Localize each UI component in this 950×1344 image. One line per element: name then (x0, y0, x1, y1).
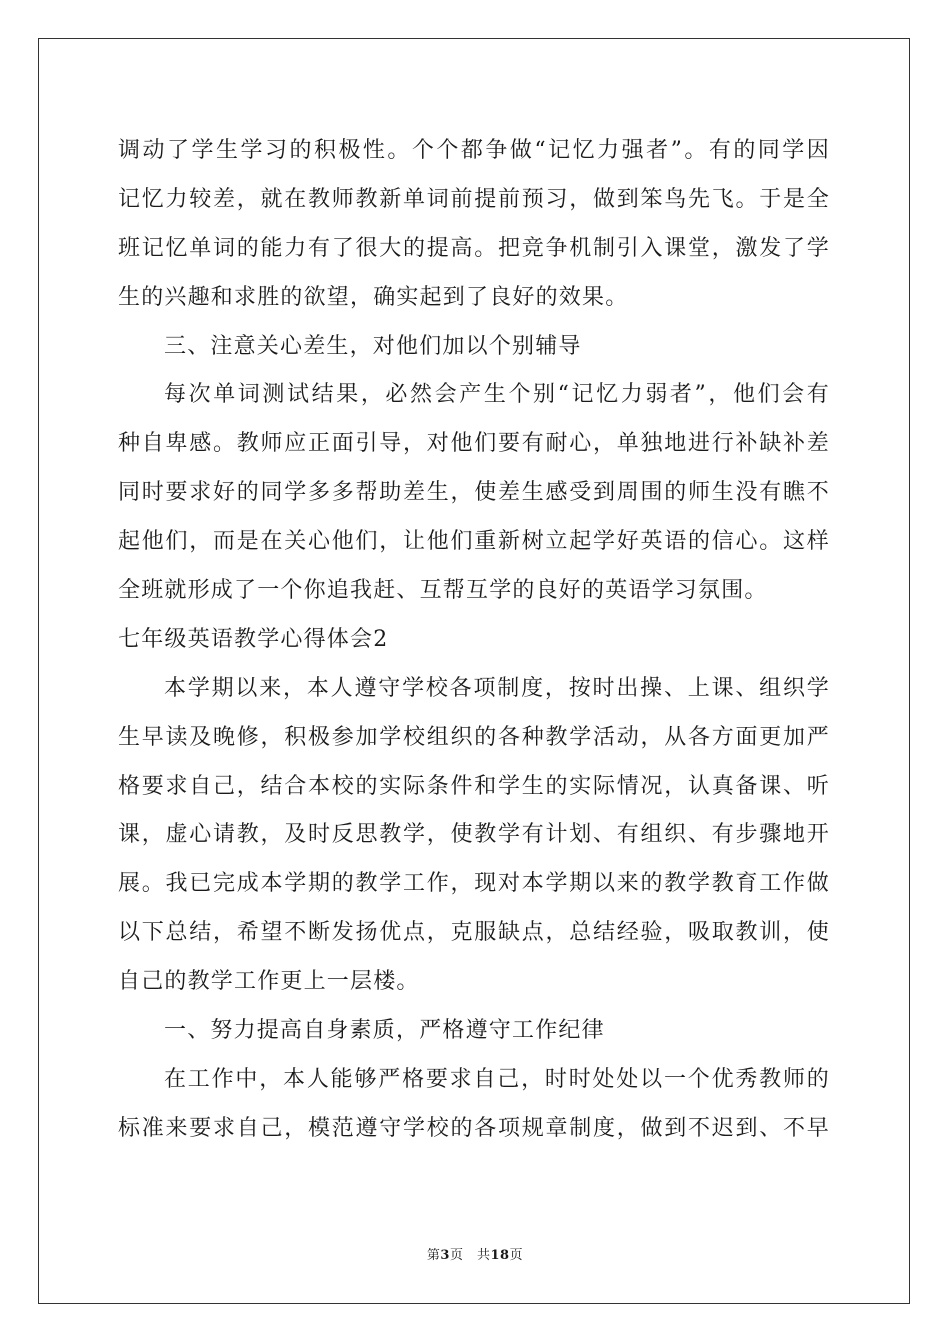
text-line: 生的兴趣和求胜的欲望，确实起到了良好的效果。 (118, 284, 629, 310)
text-line: 标准来要求自己，模范遵守学校的各项规章制度，做到不迟到、不早 (118, 1115, 830, 1141)
text-line: 种自卑感。教师应正面引导，对他们要有耐心，单独地进行补缺补差 (118, 431, 830, 457)
page-prefix: 第 (426, 1248, 441, 1263)
text-line: 格要求自己，结合本校的实际条件和学生的实际情况，认真备课、听 (118, 773, 830, 799)
text-line: 生早读及晚修，积极参加学校组织的各种教学活动，从各方面更加严 (118, 724, 830, 750)
text-line: 每次单词测试结果，必然会产生个别“记忆力弱者”，他们会有 (164, 382, 830, 408)
current-page-number: 3 (440, 1248, 450, 1263)
text-line: 本学期以来，本人遵守学校各项制度，按时出操、上课、组织学 (164, 675, 830, 701)
text-line: 班记忆单词的能力有了很大的提高。把竞争机制引入课堂，激发了学 (118, 235, 830, 261)
text-line: 课，虚心请教，及时反思教学，使教学有计划、有组织、有步骤地开 (118, 822, 830, 848)
text-line: 同时要求好的同学多多帮助差生，使差生感受到周围的师生没有瞧不 (118, 480, 830, 506)
text-line: 在工作中，本人能够严格要求自己，时时处处以一个优秀教师的 (164, 1066, 830, 1092)
total-page-count: 18 (490, 1248, 510, 1263)
text-line: 记忆力较差，就在教师教新单词前提前预习，做到笨鸟先飞。于是全 (118, 186, 830, 212)
text-line: 自己的教学工作更上一层楼。 (118, 969, 420, 995)
text-line: 起他们，而是在关心他们，让他们重新树立起学好英语的信心。这样 (118, 529, 830, 555)
page-mid: 页 共 (449, 1248, 491, 1263)
document-body (118, 127, 830, 1154)
text-line: 一、努力提高自身素质，严格遵守工作纪律 (164, 1018, 605, 1044)
text-line: 调动了学生学习的积极性。个个都争做“记忆力强者”。有的同学因 (118, 138, 830, 163)
text-line: 展。我已完成本学期的教学工作，现对本学期以来的教学教育工作做 (118, 871, 830, 897)
text-line: 三、注意关心差生，对他们加以个别辅导 (164, 333, 582, 359)
page-footer (0, 1244, 950, 1263)
text-line: 以下总结，希望不断发扬优点，克服缺点，总结经验，吸取教训，使 (118, 920, 830, 946)
text-line: 七年级英语教学心得体会2 (118, 626, 389, 652)
text-line: 全班就形成了一个你追我赶、互帮互学的良好的英语学习氛围。 (118, 578, 768, 604)
page-suffix: 页 (509, 1248, 524, 1263)
